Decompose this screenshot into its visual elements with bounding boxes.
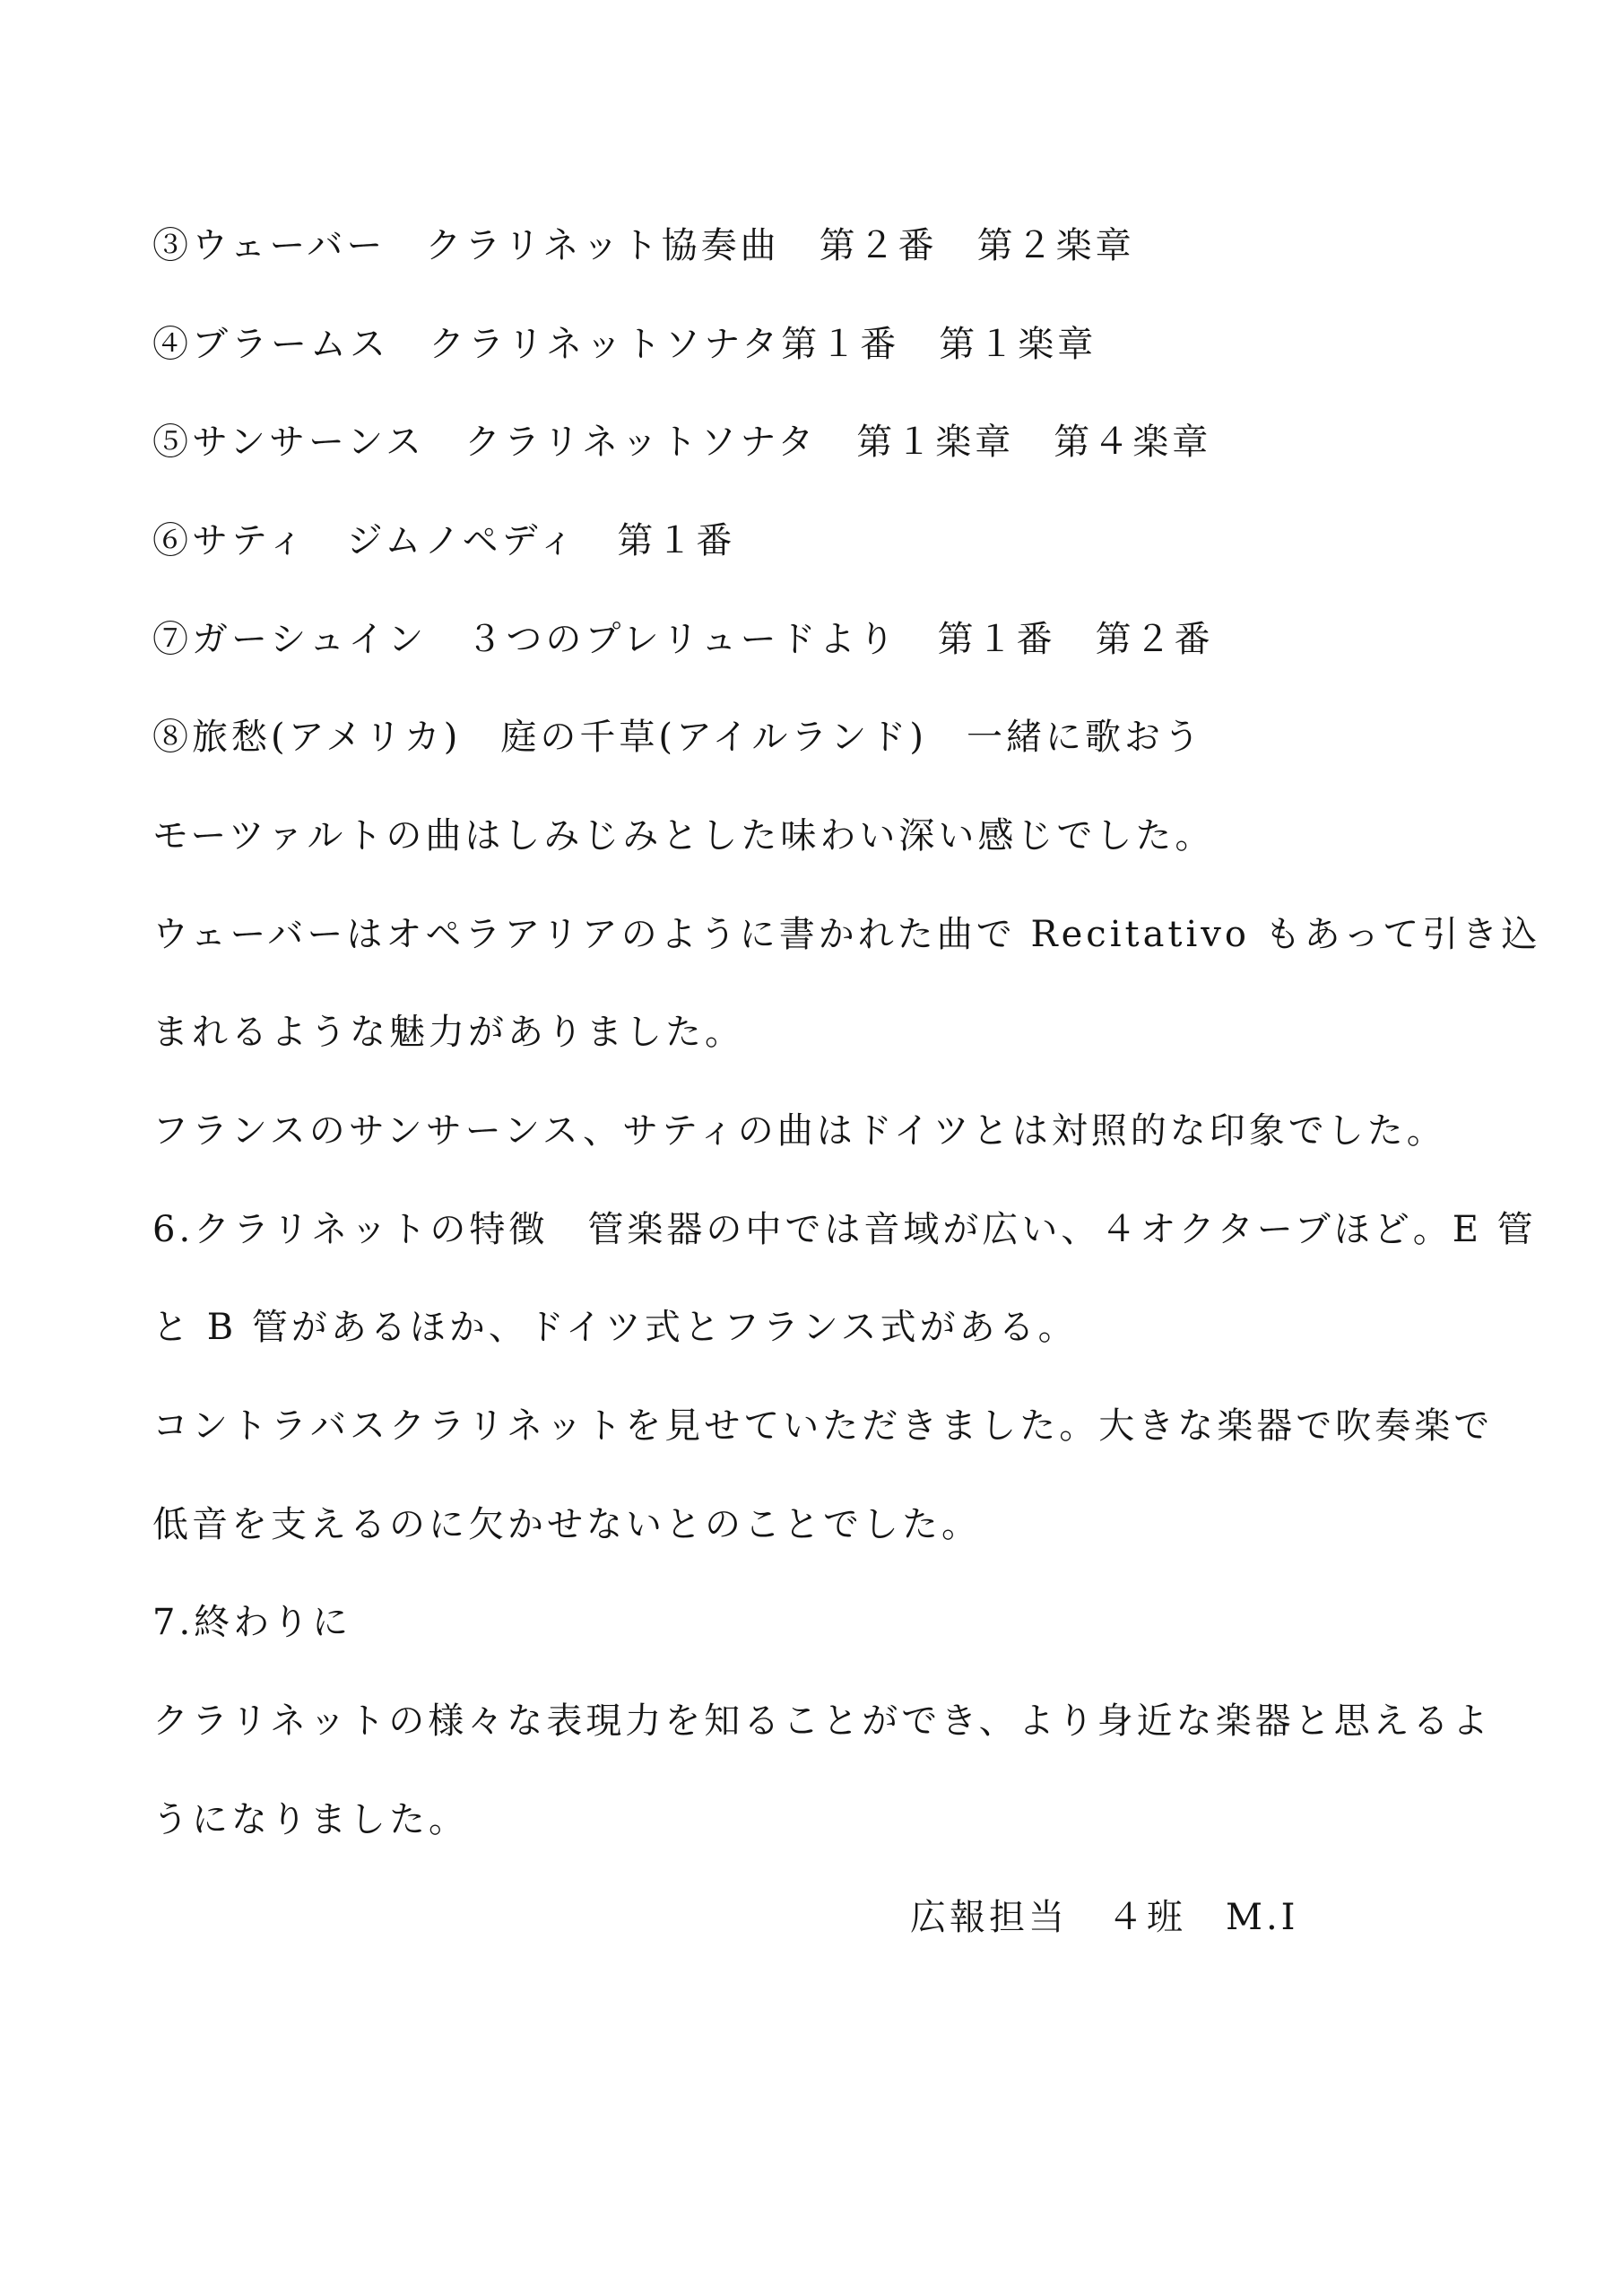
section6-line-3: コントラバスクラリネットを見せていただきました。大きな楽器で吹奏楽で [152,1405,1494,1447]
author-signature: 広報担当 ４班 M.I [910,1897,1299,1938]
program-item-5: ⑤サンサーンス クラリネットソナタ 第１楽章 第４楽章 [152,422,1212,463]
section7-line-2: うになりました。 [152,1799,468,1840]
impression-french: フランスのサンサーンス、サティの曲はドイツとは対照的な印象でした。 [152,1110,1446,1152]
section7-heading: 7.終わりに [152,1602,352,1643]
program-item-7: ⑦ガーシュイン ３つのプレリュードより 第１番 第２番 [152,619,1214,660]
impression-mozart: モーツァルトの曲はしみじみとした味わい深い感じでした。 [152,815,1215,857]
section6-line-2: と B 管があるほか、ドイツ式とフランス式がある。 [152,1307,1078,1348]
program-item-6: ⑥サティ ジムノペディ 第１番 [152,520,736,561]
program-item-3: ③ウェーバー クラリネット協奏曲 第２番 第２楽章 [152,225,1135,266]
impression-weber-line-2: まれるような魅力がありました。 [152,1012,744,1053]
program-item-4: ④ブラームス クラリネットソナタ第１番 第１楽章 [152,324,1097,365]
section7-line-1: クラリネットの様々な表現力を知ることができ、より身近な楽器と思えるよ [152,1700,1492,1742]
program-item-8: ⑧旅愁(アメリカ) 庭の千草(アイルランド) 一緒に歌おう [152,717,1204,758]
section6-line-1: 6.クラリネットの特徴 管楽器の中では音域が広い、４オクターブほど。E 管 [152,1209,1537,1250]
impression-weber-line-1: ウェーバーはオペラアリアのように書かれた曲で Recitativo もあって引き込 [152,914,1541,955]
section6-line-4: 低音を支えるのに欠かせないとのことでした。 [152,1504,981,1545]
